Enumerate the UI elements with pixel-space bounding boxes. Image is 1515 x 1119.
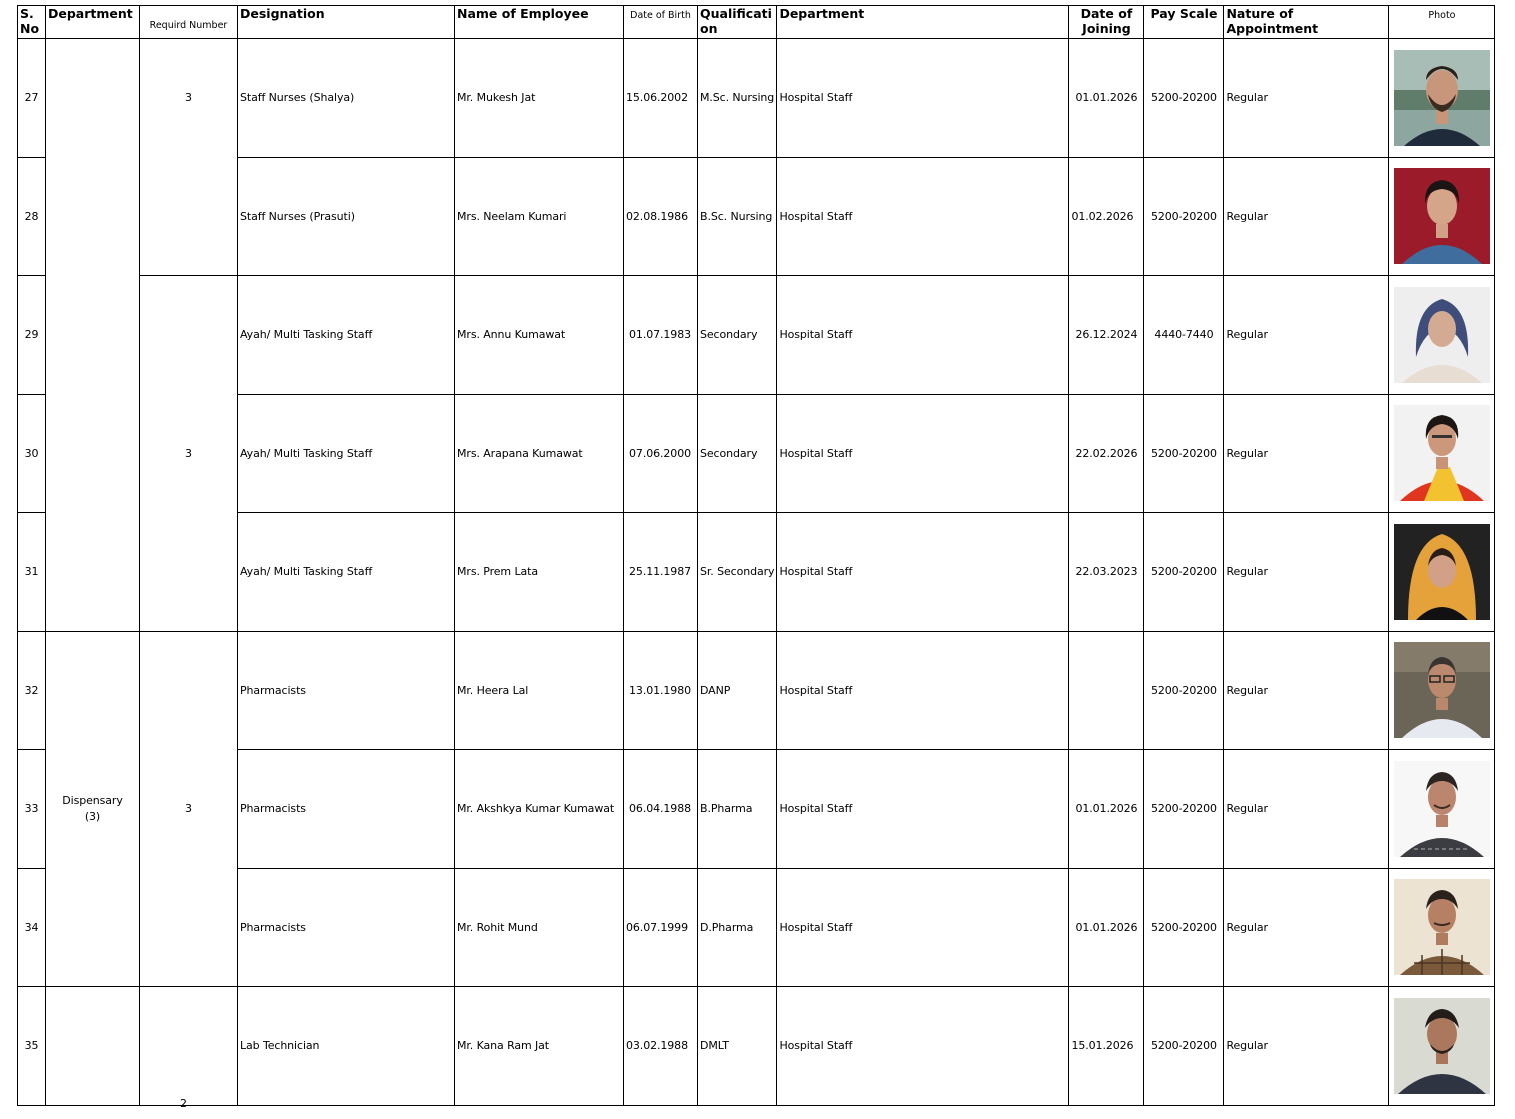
cell-employee-name: Mrs. Prem Lata [455, 513, 624, 632]
employee-table [17, 5, 1495, 1106]
photo-male-sweater [1394, 761, 1490, 857]
photo-female-red-bg [1394, 168, 1490, 264]
cell-pay-scale: 5200-20200 [1144, 631, 1224, 750]
header-employee-name: Name of Employee [455, 6, 624, 39]
photo-male-dark-shirt [1394, 998, 1490, 1094]
cell-doj: 22.03.2023 [1069, 513, 1144, 632]
photo-male-beard-lake [1394, 50, 1490, 146]
cell-doj: 01.01.2026 [1069, 750, 1144, 869]
header-pay-scale: Pay Scale [1144, 6, 1224, 39]
cell-dob: 15.06.2002 [624, 39, 698, 158]
cell-employee-name: Mr. Akshkya Kumar Kumawat [455, 750, 624, 869]
cell-designation: Ayah/ Multi Tasking Staff [238, 276, 455, 395]
cell-photo [1389, 157, 1495, 276]
cell-qualification: DMLT [698, 987, 777, 1106]
cell-dob: 13.01.1980 [624, 631, 698, 750]
cell-pay-scale: 4440-7440 [1144, 276, 1224, 395]
cell-qualification: Secondary [698, 394, 777, 513]
header-row [18, 6, 1495, 39]
cell-dob: 06.07.1999 [624, 868, 698, 987]
cell-pay-scale: 5200-20200 [1144, 513, 1224, 632]
table-row [18, 394, 1495, 513]
cell-sno: 33 [18, 750, 46, 869]
table-row [18, 868, 1495, 987]
table-row [18, 513, 1495, 632]
cell-designation: Pharmacists [238, 631, 455, 750]
cell-dob: 06.04.1988 [624, 750, 698, 869]
cell-pay-scale: 5200-20200 [1144, 157, 1224, 276]
cell-required-number [140, 987, 238, 1106]
cell-designation: Ayah/ Multi Tasking Staff [238, 513, 455, 632]
header-department-2: Department [777, 6, 1069, 39]
header-department: Department [46, 6, 140, 39]
cell-dob: 07.06.2000 [624, 394, 698, 513]
cell-pay-scale: 5200-20200 [1144, 394, 1224, 513]
cell-qualification: D.Pharma [698, 868, 777, 987]
cell-pay-scale: 5200-20200 [1144, 868, 1224, 987]
cell-designation: Pharmacists [238, 868, 455, 987]
cell-photo [1389, 394, 1495, 513]
header-appointment: Nature of Appointment [1224, 6, 1389, 39]
cell-doj: 22.02.2026 [1069, 394, 1144, 513]
cell-employee-name: Mr. Rohit Mund [455, 868, 624, 987]
cell-pay-scale: 5200-20200 [1144, 39, 1224, 158]
photo-male-check-shirt [1394, 879, 1490, 975]
cell-designation: Ayah/ Multi Tasking Staff [238, 394, 455, 513]
cell-qualification: Secondary [698, 276, 777, 395]
cell-appointment: Regular [1224, 513, 1389, 632]
header-designation: Designation [238, 6, 455, 39]
cell-employee-name: Mr. Mukesh Jat [455, 39, 624, 158]
cell-employee-name: Mrs. Annu Kumawat [455, 276, 624, 395]
cell-designation: Pharmacists [238, 750, 455, 869]
cell-sno: 29 [18, 276, 46, 395]
cell-doj: 26.12.2024 [1069, 276, 1144, 395]
table-row [18, 39, 1495, 158]
cell-sno: 35 [18, 987, 46, 1106]
cell-photo [1389, 868, 1495, 987]
cell-photo [1389, 276, 1495, 395]
header-dob: Date of Birth [624, 6, 698, 39]
dispensary-label [62, 793, 122, 825]
cell-photo [1389, 750, 1495, 869]
cell-appointment: Regular [1224, 39, 1389, 158]
photo-female-saree [1394, 405, 1490, 501]
cell-appointment: Regular [1224, 394, 1389, 513]
cell-pay-scale: 5200-20200 [1144, 750, 1224, 869]
cell-department: Hospital Staff [777, 513, 1069, 632]
cell-department: Hospital Staff [777, 276, 1069, 395]
cell-department-group [46, 631, 140, 987]
cell-doj: 01.01.2026 [1069, 868, 1144, 987]
cell-designation: Staff Nurses (Shalya) [238, 39, 455, 158]
cell-pay-scale: 5200-20200 [1144, 987, 1224, 1106]
dispensary-label-line2: (3) [84, 809, 101, 823]
cell-department: Hospital Staff [777, 750, 1069, 869]
cell-qualification: M.Sc. Nursing [698, 39, 777, 158]
cell-department: Hospital Staff [777, 39, 1069, 158]
cell-appointment: Regular [1224, 987, 1389, 1106]
photo-male-glasses [1394, 642, 1490, 738]
cell-sno: 34 [18, 868, 46, 987]
cell-photo [1389, 513, 1495, 632]
cell-qualification: DANP [698, 631, 777, 750]
cell-doj: 01.01.2026 [1069, 39, 1144, 158]
dispensary-label-line1: Dispensary [62, 793, 123, 807]
cell-doj: 15.01.2026 [1069, 987, 1144, 1106]
table-row [18, 157, 1495, 276]
table-row [18, 631, 1495, 750]
cell-photo [1389, 631, 1495, 750]
cell-qualification: B.Sc. Nursing [698, 157, 777, 276]
header-doj: Date of Joining [1069, 6, 1144, 39]
cell-department: Hospital Staff [777, 987, 1069, 1106]
cell-photo [1389, 987, 1495, 1106]
cell-sno: 27 [18, 39, 46, 158]
cell-required-number: 3 [140, 631, 238, 987]
cell-appointment: Regular [1224, 276, 1389, 395]
cell-dob: 01.07.1983 [624, 276, 698, 395]
cell-required-number: 3 [140, 276, 238, 632]
cell-department-group [46, 39, 140, 632]
cell-department: Hospital Staff [777, 868, 1069, 987]
cell-dob: 02.08.1986 [624, 157, 698, 276]
cell-department: Hospital Staff [777, 394, 1069, 513]
cell-department-group [46, 987, 140, 1106]
cell-doj [1069, 631, 1144, 750]
cell-department: Hospital Staff [777, 631, 1069, 750]
cell-sno: 30 [18, 394, 46, 513]
cell-employee-name: Mrs. Neelam Kumari [455, 157, 624, 276]
cell-designation: Staff Nurses (Prasuti) [238, 157, 455, 276]
cell-appointment: Regular [1224, 157, 1389, 276]
cell-employee-name: Mr. Kana Ram Jat [455, 987, 624, 1106]
cell-qualification: Sr. Secondary [698, 513, 777, 632]
cell-photo [1389, 39, 1495, 158]
cell-department: Hospital Staff [777, 157, 1069, 276]
cell-sno: 32 [18, 631, 46, 750]
photo-female-blue-veil [1394, 287, 1490, 383]
cell-dob: 25.11.1987 [624, 513, 698, 632]
table-row [18, 987, 1495, 1106]
cell-appointment: Regular [1224, 750, 1389, 869]
cell-appointment: Regular [1224, 868, 1389, 987]
header-photo: Photo [1389, 6, 1495, 39]
photo-female-orange-veil [1394, 524, 1490, 620]
cell-doj: 01.02.2026 [1069, 157, 1144, 276]
cell-designation: Lab Technician [238, 987, 455, 1106]
table-row [18, 276, 1495, 395]
cell-sno: 31 [18, 513, 46, 632]
cell-employee-name: Mrs. Arapana Kumawat [455, 394, 624, 513]
cell-dob: 03.02.1988 [624, 987, 698, 1106]
header-qualification: Qualificati on [698, 6, 777, 39]
header-sno: S. No [18, 6, 46, 39]
table-row [18, 750, 1495, 869]
cell-qualification: B.Pharma [698, 750, 777, 869]
cell-sno: 28 [18, 157, 46, 276]
cell-required-number: 3 [140, 39, 238, 276]
header-required-number: Requird Number [140, 6, 238, 39]
required-number-cut: 2 [180, 1097, 187, 1110]
cell-appointment: Regular [1224, 631, 1389, 750]
cell-employee-name: Mr. Heera Lal [455, 631, 624, 750]
